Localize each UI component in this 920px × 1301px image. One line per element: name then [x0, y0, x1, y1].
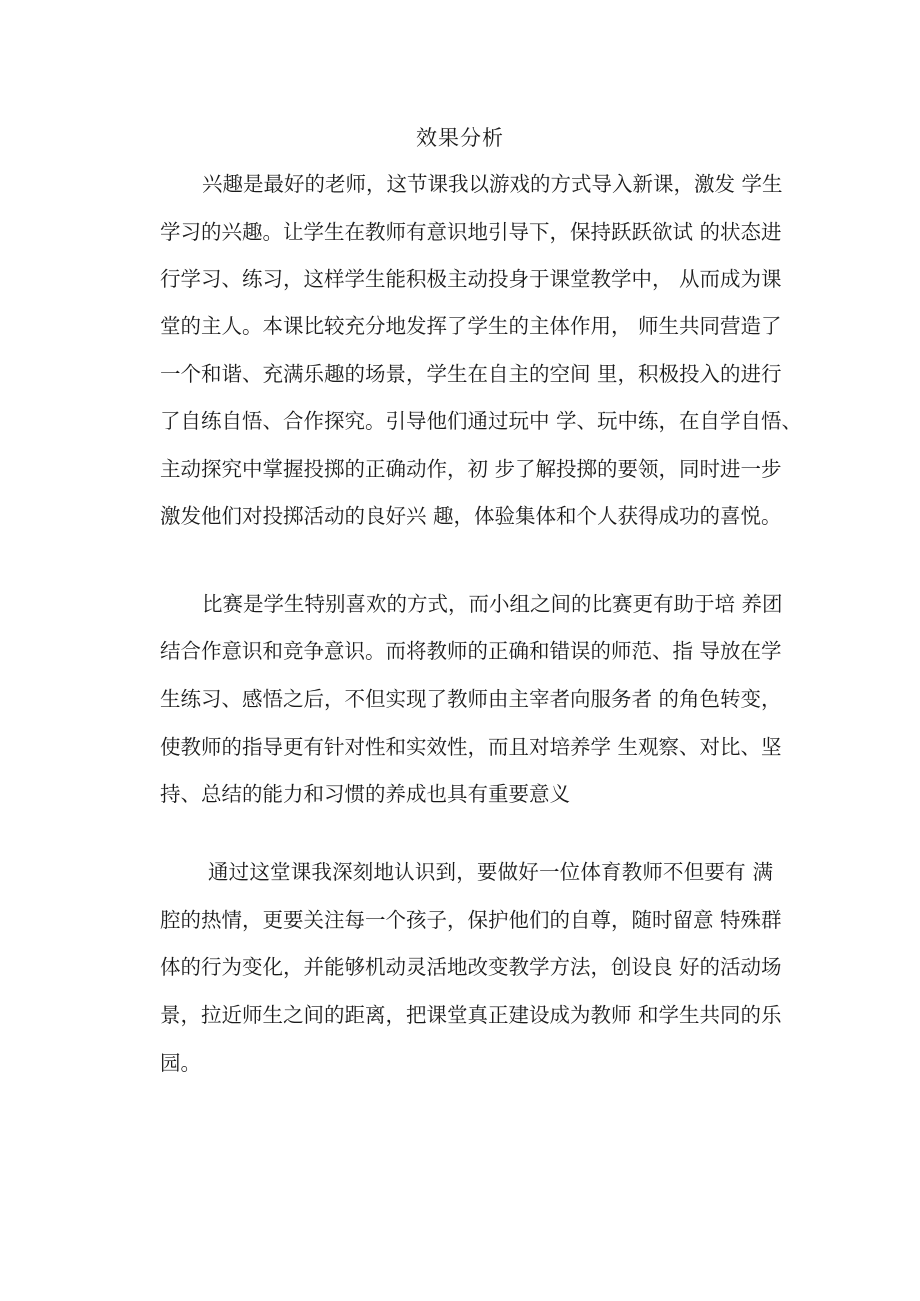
- paragraph-1-line-5: 一个和谐、充满乐趣的场景，学生在自主的空间 里，积极投入的进行: [160, 362, 782, 386]
- paragraph-3-line-4: 景，拉近师生之间的距离，把课堂真正建设成为教师 和学生共同的乐: [160, 1003, 782, 1027]
- paragraph-1-line-8: 激发他们对投掷活动的良好兴 趣，体验集体和个人获得成功的喜悦。: [160, 504, 782, 528]
- paragraph-1-line-1: 兴趣是最好的老师，这节课我以游戏的方式导入新课，激发 学生: [202, 172, 783, 196]
- paragraph-2-line-5: 持、总结的能力和习惯的养成也具有重要意义: [160, 782, 570, 806]
- paragraph-2-line-2: 结合作意识和竞争意识。而将教师的正确和错误的师范、指 导放在学: [160, 639, 782, 663]
- paragraph-2-line-3: 生练习、感悟之后，不但实现了教师由主宰者向服务者 的角色转变，: [160, 687, 782, 711]
- paragraph-3-line-3: 体的行为变化，并能够机动灵活地改变教学方法，创设良 好的活动场: [160, 955, 782, 979]
- paragraph-2-line-4: 使教师的指导更有针对性和实效性，而且对培养学 生观察、对比、坚: [160, 735, 782, 759]
- paragraph-1-line-2: 学习的兴趣。让学生在教师有意识地引导下，保持跃跃欲试 的状态进: [160, 220, 782, 244]
- paragraph-3-line-5: 园。: [160, 1051, 201, 1075]
- paragraph-1-line-3: 行学习、练习，这样学生能积极主动投身于课堂教学中， 从而成为课: [160, 267, 782, 291]
- paragraph-1-line-7: 主动探究中掌握投掷的正确动作，初 步了解投掷的要领，同时进一步: [160, 457, 782, 481]
- paragraph-1-line-6: 了自练自悟、合作探究。引导他们通过玩中 学、玩中练，在自学自悟、: [160, 409, 803, 433]
- document-title: 效果分析: [416, 126, 504, 150]
- paragraph-3-line-2: 腔的热情，更要关注每一个孩子，保护他们的自尊，随时留意 特殊群: [160, 908, 782, 932]
- paragraph-2-line-1: 比赛是学生特别喜欢的方式，而小组之间的比赛更有助于培 养团: [202, 592, 783, 616]
- paragraph-1-line-4: 堂的主人。本课比较充分地发挥了学生的主体作用， 师生共同营造了: [160, 314, 782, 338]
- paragraph-3-line-1: 通过这堂课我深刻地认识到，要做好一位体育教师不但要有 满: [208, 860, 773, 884]
